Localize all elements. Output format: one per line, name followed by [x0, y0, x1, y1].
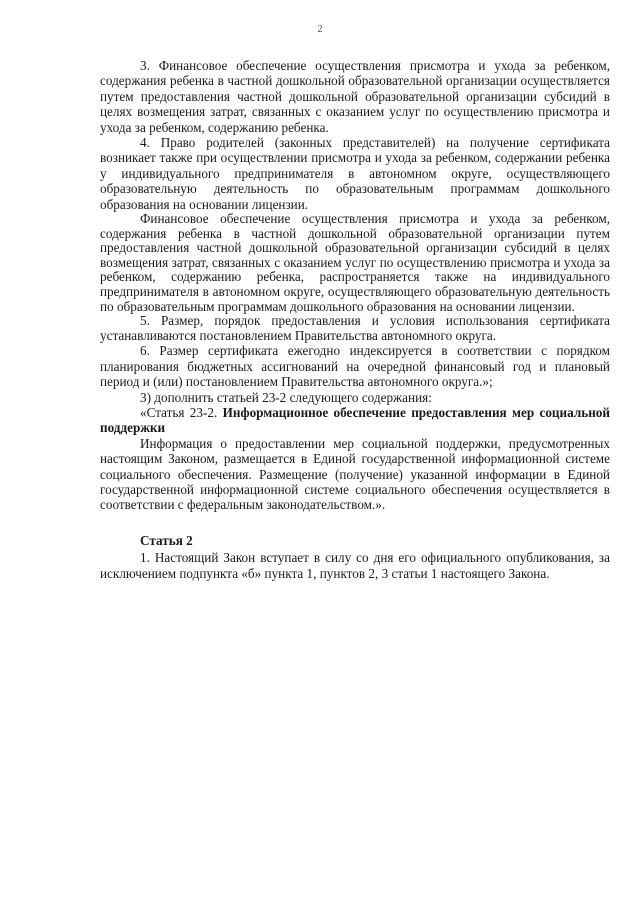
- document-body: [100, 58, 610, 581]
- paragraph-item-3: 3. Финансовое обеспечение осуществления присмотра и ухода за ребенком, содержания ребенка в частной дошкольной образовательной организации осуществляется путем предоставления частной дошкольной образовательной организации субсидий в целях возмещения затрат, связанных с оказанием услуг по осуществлению присмотра и ухода за ребенком, содержанию ребенка.: [100, 58, 610, 135]
- article-23-2-heading: Информационное обеспечение предоставления мер социальной поддержки: [100, 405, 610, 436]
- paragraph-amendment-3: 3) дополнить статьей 23-2 следующего содержания:: [140, 389, 432, 405]
- paragraph-item-5: 5. Размер, порядок предоставления и условия использования сертификата устанавливаются постановлением Правительства автономного округа.: [100, 313, 610, 343]
- paragraph-item-4: 4. Право родителей (законных представителей) на получение сертификата возникает также при осуществлении присмотра и ухода за ребенком, содержании ребенка у индивидуального предпринимателя в автономном округе, осуществляющего образовательную деятельность по образовательным программам дошкольного образования на основании лицензии.: [100, 135, 610, 212]
- paragraph-entry-into-force: 1. Настоящий Закон вступает в силу со дня его официального опубликования, за исключением подпункта «б» пункта 1, пунктов 2, 3 статьи 1 настоящего Закона.: [100, 550, 610, 581]
- article-23-2-prefix: «Статья 23-2.: [140, 405, 223, 421]
- article-23-2-title: [100, 405, 610, 436]
- paragraph-financing-ip: Финансовое обеспечение осуществления присмотра и ухода за ребенком, содержания ребенка в частной дошкольной образовательной организации путем предоставления частной дошкольной образовательной организации субсидий в целях возмещения затрат, связанных с оказанием услуг по осуществлению присмотра и ухода за ребенком, содержанию ребенка, распространяется также на индивидуального предпринимателя в автономном округе, осуществляющего образовательную деятельность по образовательным программам дошкольного образования на основании лицензии.: [100, 211, 610, 314]
- paragraph-information: Информация о предоставлении мер социальной поддержки, предусмотренных настоящим Законом, размещается в Единой государственной информационной системе социального обеспечения. Размещение (получение) указанной информации в Единой государственной информационной системе социального обеспечения осуществляется в соответствии с федеральным законодательством.».: [100, 435, 610, 513]
- page-number: 2: [317, 24, 323, 35]
- article-2-heading: Статья 2: [140, 532, 193, 548]
- paragraph-item-6: 6. Размер сертификата ежегодно индексируется в соответствии с порядком планирования бюджетных ассигнований на очередной финансовый год и плановый период и (или) постановлением Правительства автономного округа.»;: [100, 343, 610, 390]
